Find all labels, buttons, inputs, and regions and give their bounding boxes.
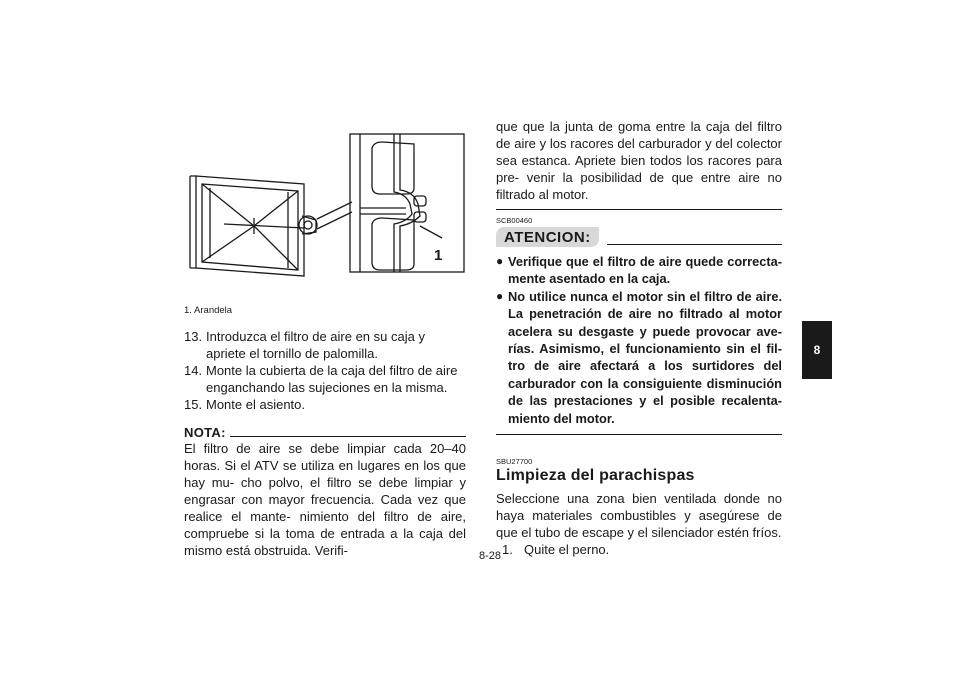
warning-code: SCB00460 — [496, 216, 533, 225]
warning-item: No utilice nunca el motor sin el filtro de aire. La penetración de aire no filtrado al motor acelera su desgaste y puede provocar ave- rías. Asimismo, el funcionamiento sin el fil- tro de aire afectará a los surtidores del carburador con la consiguiente disminución de las prestaciones y el posible recalenta- miento del motor. — [508, 288, 782, 426]
figure-caption: 1. Arandela — [184, 305, 233, 316]
bullet-icon: ● — [496, 288, 504, 303]
list-item — [496, 253, 782, 288]
warning-badge: ATENCION: — [496, 227, 599, 247]
warning-list — [496, 253, 782, 427]
list-item — [184, 328, 466, 362]
page-number: 8-28 — [478, 550, 502, 562]
section-title: Limpieza del parachispas — [496, 467, 695, 485]
list-item — [496, 541, 782, 558]
step-number: 15. — [184, 397, 203, 412]
step-text: Introduzca el filtro de aire en su caja y apriete el tornillo de palomilla. — [206, 329, 425, 361]
step-text: Monte el asiento. — [206, 397, 306, 412]
air-filter-illustration — [184, 128, 466, 293]
list-item — [496, 288, 782, 427]
bullet-icon: ● — [496, 254, 504, 268]
warning-header — [496, 227, 782, 247]
nota-text: El filtro de aire se debe limpiar cada 20–40 horas. Si el ATV se utiliza en lugares en los que hay mu- cho polvo, el filtro se debe limpiar y engrasar con mayor frecuencia. Cada vez que realice el mante- nimiento del filtro de aire, compruebe si la toma de entrada a la caja del mismo está obstruida. Verifi- — [184, 441, 466, 558]
left-column — [184, 128, 466, 559]
step-text: Quite el perno. — [524, 542, 610, 558]
air-filter-figure — [184, 128, 466, 293]
right-column — [496, 118, 782, 558]
nota-label: NOTA: — [184, 425, 226, 440]
warning-rule — [607, 244, 782, 245]
nota-end-rule — [496, 209, 782, 210]
step-number: 13. — [184, 329, 203, 344]
section-intro: Seleccione una zona bien ventilada donde no haya materiales combustibles y asegúrese de que el tubo de escape y el silenciador estén fríos. — [496, 491, 782, 541]
step-number: 1. — [502, 542, 513, 558]
list-item — [184, 396, 466, 413]
step-number: 14. — [184, 363, 203, 378]
nota-continuation: que que la junta de goma entre la caja del filtro de aire y los racores del carburador y del colector sea estanca. Apriete bien todos los racores para pre- venir la posibilidad de que entre aire no filtrado al motor. — [496, 119, 782, 202]
step-text: Monte la cubierta de la caja del filtro de aire enganchando las sujeciones en la misma. — [206, 363, 458, 395]
steps-list — [184, 328, 466, 413]
chapter-tab: 8 — [802, 321, 832, 379]
nota-rule — [230, 436, 466, 437]
warning-item: Verifique que el filtro de aire quede correcta- mente asentado en la caja. — [508, 254, 782, 287]
nota-header — [184, 425, 466, 440]
callout-number: 1 — [434, 247, 443, 264]
section-code: SBU27700 — [496, 457, 533, 467]
list-item — [184, 362, 466, 396]
warning-end-rule — [496, 434, 782, 435]
